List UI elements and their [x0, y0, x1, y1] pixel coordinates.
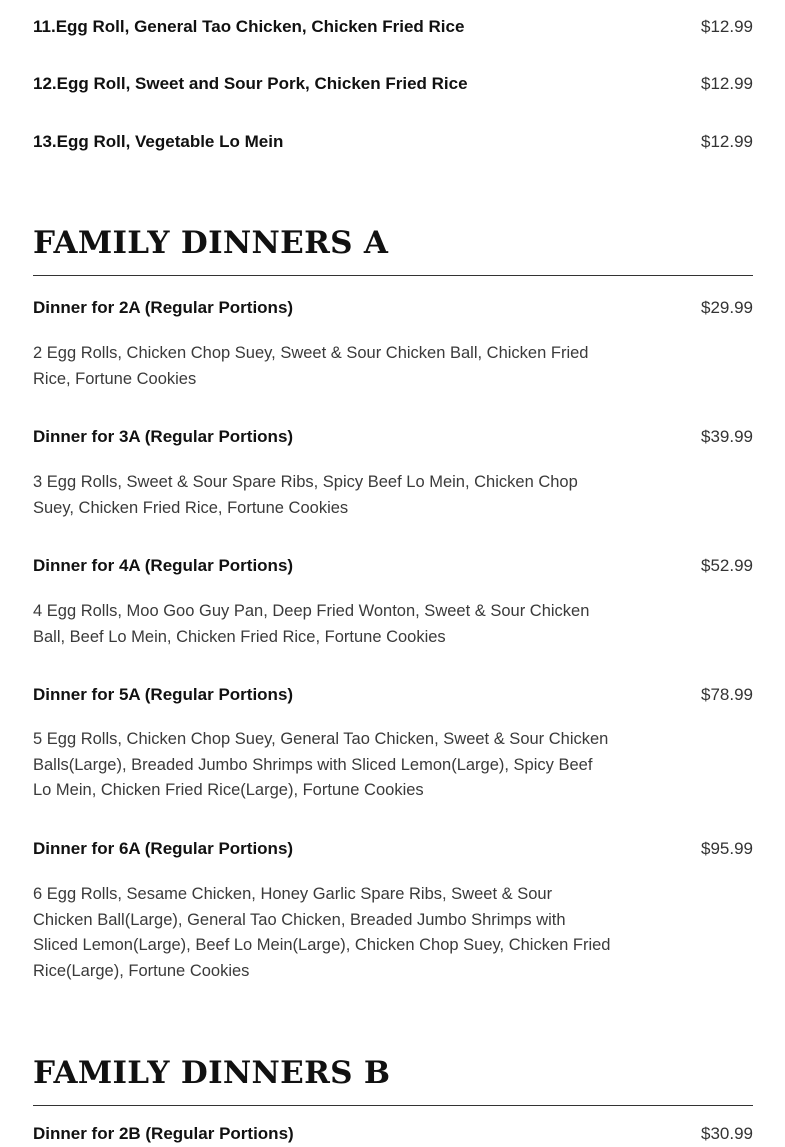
menu-item-description: 5 Egg Rolls, Chicken Chop Suey, General Tao Chicken, Sweet & Sour Chicken Balls(Large), Breaded Jumbo Shrimps with Sliced Lemon(Large), Spicy Beef Lo Mein, Chicken Fried Rice(Large), Fortune Cookies: [33, 730, 609, 799]
menu-item-price: $12.99: [701, 74, 753, 93]
menu-item-name: Dinner for 2A (Regular Portions): [33, 298, 294, 317]
menu-item-name: Dinner for 2B (Regular Portions): [33, 1124, 294, 1143]
menu-item-row: [33, 836, 753, 862]
menu-item-price: $30.99: [701, 1124, 753, 1143]
menu-item-name: Dinner for 4A (Regular Portions): [33, 556, 294, 575]
menu-item-description: 2 Egg Rolls, Chicken Chop Suey, Sweet & Sour Chicken Ball, Chicken Fried Rice, Fortune Cookies: [33, 344, 589, 388]
menu-item-price: $29.99: [701, 298, 753, 317]
menu-item-price: $39.99: [701, 427, 753, 446]
menu-item-price: $12.99: [701, 17, 753, 36]
menu-item-row: [33, 424, 753, 450]
menu-item-row: [33, 682, 753, 708]
menu-item-description: 6 Egg Rolls, Sesame Chicken, Honey Garlic Spare Ribs, Sweet & Sour Chicken Ball(Large), General Tao Chicken, Breaded Jumbo Shrimps with Sliced Lemon(Large), Beef Lo Mein(Large), Chicken Chop Suey, Chicken Fried Rice(Large), Fortune Cookies: [33, 885, 611, 980]
menu-item-price: $52.99: [701, 556, 753, 575]
section-divider: [33, 275, 753, 276]
menu-item-name: Dinner for 5A (Regular Portions): [33, 685, 294, 704]
menu-item-row: [33, 553, 753, 579]
menu-item-row: [33, 129, 753, 155]
section-title-family-dinners-a: FAMILY DINNERS A: [33, 225, 389, 261]
menu-item-name: 13.Egg Roll, Vegetable Lo Mein: [33, 132, 284, 151]
menu-item-name: 11.Egg Roll, General Tao Chicken, Chicken Fried Rice: [33, 17, 465, 36]
menu-item-row: [33, 1121, 753, 1147]
menu-item-description: 4 Egg Rolls, Moo Goo Guy Pan, Deep Fried Wonton, Sweet & Sour Chicken Ball, Beef Lo Mein, Chicken Fried Rice, Fortune Cookies: [33, 602, 590, 646]
menu-item-price: $78.99: [701, 685, 753, 704]
menu-item-name: Dinner for 3A (Regular Portions): [33, 427, 294, 446]
menu-item-price: $95.99: [701, 839, 753, 858]
section-divider: [33, 1105, 753, 1106]
menu-item-row: [33, 295, 753, 321]
menu-item-description: 3 Egg Rolls, Sweet & Sour Spare Ribs, Spicy Beef Lo Mein, Chicken Chop Suey, Chicken Fried Rice, Fortune Cookies: [33, 473, 578, 517]
menu-item-name: Dinner for 6A (Regular Portions): [33, 839, 294, 858]
menu-item-row: [33, 71, 753, 97]
section-title-family-dinners-b: FAMILY DINNERS B: [33, 1055, 391, 1091]
menu-item-row: [33, 14, 753, 40]
menu-item-name: 12.Egg Roll, Sweet and Sour Pork, Chicken Fried Rice: [33, 74, 468, 93]
menu-item-price: $12.99: [701, 132, 753, 151]
